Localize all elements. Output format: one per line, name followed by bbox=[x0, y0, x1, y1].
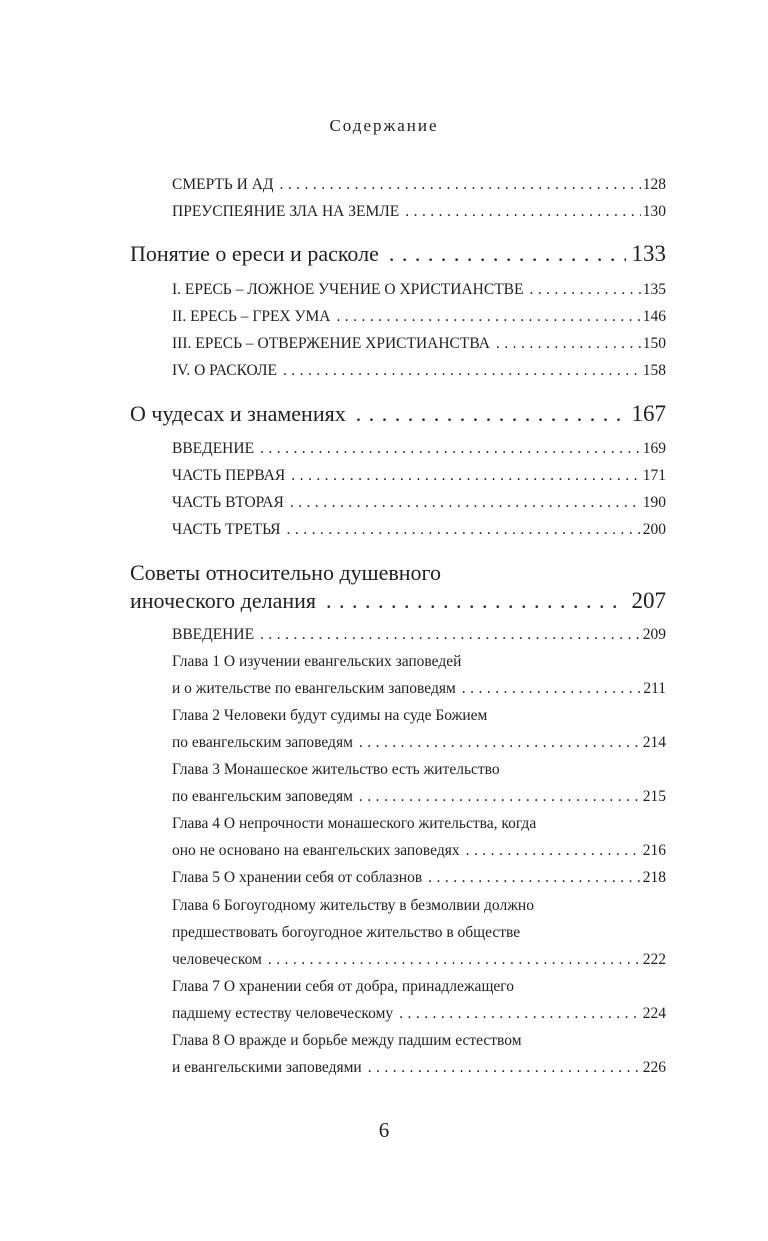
toc-entry-title: оно не основано на евангельских заповедях bbox=[172, 842, 460, 859]
toc-section-title: Понятие о ереси и расколе bbox=[130, 241, 379, 266]
toc-chapter-line: Глава 8 О вражде и борьбе между падшим естеством bbox=[172, 1032, 522, 1049]
leader-dots bbox=[268, 950, 641, 970]
leader-dots bbox=[283, 361, 641, 381]
toc-entry-page: 146 bbox=[642, 308, 666, 325]
page-number: 6 bbox=[378, 1118, 390, 1142]
leader-dots bbox=[359, 787, 641, 807]
toc-entry-page: 158 bbox=[642, 362, 666, 379]
leader-dots bbox=[368, 1058, 641, 1078]
leader-dots bbox=[466, 841, 641, 861]
toc-entry-page: 130 bbox=[642, 203, 666, 220]
toc-chapter-line: Глава 6 Богоугодному жительству в безмолвии должно bbox=[172, 897, 534, 914]
toc-entry-title: ЧАСТЬ ПЕРВАЯ bbox=[172, 467, 286, 484]
leader-dots bbox=[389, 240, 626, 268]
toc-entry-title: IV. О РАСКОЛЕ bbox=[172, 362, 277, 379]
leader-dots bbox=[428, 868, 641, 888]
toc-entry[interactable] bbox=[172, 202, 666, 222]
toc-chapter-line: предшествовать богоугодное жительство в обществе bbox=[172, 924, 521, 941]
toc-entry[interactable] bbox=[172, 625, 666, 645]
toc-entry-page: 135 bbox=[642, 281, 666, 298]
toc-entry-page: 211 bbox=[643, 680, 666, 697]
toc-entry-title: ЧАСТЬ ТРЕТЬЯ bbox=[172, 521, 281, 538]
toc-entry-title: II. ЕРЕСЬ – ГРЕХ УМА bbox=[172, 308, 331, 325]
leader-dots bbox=[496, 334, 641, 354]
leader-dots bbox=[356, 400, 626, 428]
toc-entry-page: 214 bbox=[642, 734, 666, 751]
toc-entry[interactable] bbox=[172, 1004, 666, 1024]
toc-section-page: 133 bbox=[631, 241, 666, 266]
leader-dots bbox=[529, 280, 640, 300]
toc-entry-page: 218 bbox=[642, 869, 666, 886]
toc-entry[interactable] bbox=[172, 175, 666, 195]
toc-entry-title: ВВЕДЕНИЕ bbox=[172, 440, 255, 457]
leader-dots bbox=[260, 625, 641, 645]
toc-section[interactable] bbox=[130, 400, 666, 428]
toc-entry[interactable] bbox=[172, 841, 666, 861]
toc-section-title: О чудесах и знамениях bbox=[130, 401, 346, 426]
toc-entry-page: 216 bbox=[642, 842, 666, 859]
leader-dots bbox=[336, 307, 640, 327]
toc-chapter-line: Глава 3 Монашеское жительство есть жительство bbox=[172, 761, 500, 778]
toc-entry-title: падшему естеству человеческому bbox=[172, 1005, 394, 1022]
toc-chapter-line: Глава 7 О хранении себя от добра, принадлежащего bbox=[172, 978, 514, 995]
toc-entry[interactable] bbox=[172, 493, 666, 513]
toc-entry-page: 226 bbox=[642, 1059, 666, 1076]
toc-entry-page: 215 bbox=[642, 788, 666, 805]
toc-entry-page: 224 bbox=[642, 1005, 666, 1022]
leader-dots bbox=[291, 466, 640, 486]
toc-entry-page: 128 bbox=[642, 176, 666, 193]
toc-entry-title: по евангельским заповедям bbox=[172, 788, 353, 805]
leader-dots bbox=[405, 202, 641, 222]
toc-entry[interactable] bbox=[172, 520, 666, 540]
leader-dots bbox=[399, 1004, 641, 1024]
toc-entry[interactable] bbox=[172, 1058, 666, 1078]
toc-entry-title: III. ЕРЕСЬ – ОТВЕРЖЕНИЕ ХРИСТИАНСТВА bbox=[172, 335, 490, 352]
toc-entry-page: 209 bbox=[642, 626, 666, 643]
toc-entry[interactable] bbox=[172, 868, 666, 888]
toc-entry[interactable] bbox=[172, 439, 666, 459]
toc-section-page: 207 bbox=[631, 588, 666, 613]
toc-entry[interactable] bbox=[172, 733, 666, 753]
toc-entry-page: 150 bbox=[642, 335, 666, 352]
toc-entry-page: 169 bbox=[642, 440, 666, 457]
toc-entry-title: по евангельским заповедям bbox=[172, 734, 353, 751]
toc-chapter-line: Глава 4 О непрочности монашеского жительства, когда bbox=[172, 815, 537, 832]
toc-entry-page: 171 bbox=[642, 467, 666, 484]
leader-dots bbox=[260, 439, 641, 459]
toc-chapter-line: Глава 1 О изучении евангельских заповедей bbox=[172, 653, 462, 670]
toc-section[interactable] bbox=[130, 587, 666, 615]
toc-entry[interactable] bbox=[172, 307, 666, 327]
toc-entry-title: Глава 5 О хранении себя от соблазнов bbox=[172, 869, 423, 886]
toc-entry[interactable] bbox=[172, 280, 666, 300]
toc-entry-page: 200 bbox=[642, 521, 666, 538]
toc-entry-title: СМЕРТЬ И АД bbox=[172, 176, 274, 193]
toc-section-title: иноческого делания bbox=[130, 588, 317, 613]
leader-dots bbox=[279, 175, 640, 195]
toc-section-page: 167 bbox=[631, 401, 666, 426]
toc-entry-title: ВВЕДЕНИЕ bbox=[172, 626, 255, 643]
toc-entry-page: 190 bbox=[642, 494, 666, 511]
toc-entry[interactable] bbox=[172, 787, 666, 807]
leader-dots bbox=[326, 587, 625, 615]
toc-entry-title: ЧАСТЬ ВТОРАЯ bbox=[172, 494, 284, 511]
toc-entry-title: ПРЕУСПЕЯНИЕ ЗЛА НА ЗЕМЛЕ bbox=[172, 203, 400, 220]
toc-entry-title: I. ЕРЕСЬ – ЛОЖНОЕ УЧЕНИЕ О ХРИСТИАНСТВЕ bbox=[172, 281, 524, 298]
toc-section[interactable] bbox=[130, 240, 666, 268]
leader-dots bbox=[287, 520, 641, 540]
toc-entry[interactable] bbox=[172, 950, 666, 970]
page-header: Содержание bbox=[329, 116, 439, 135]
toc-entry[interactable] bbox=[172, 679, 666, 699]
toc-entry-page: 222 bbox=[642, 951, 666, 968]
toc-entry-title: человеческом bbox=[172, 951, 262, 968]
toc-section-title-line: Советы относительно душевного bbox=[130, 560, 441, 585]
leader-dots bbox=[359, 733, 641, 753]
leader-dots bbox=[290, 493, 641, 513]
leader-dots bbox=[462, 679, 642, 699]
toc-chapter-line: Глава 2 Человеки будут судимы на суде Божием bbox=[172, 707, 488, 724]
toc-entry-title: и евангельскими заповедями bbox=[172, 1059, 362, 1076]
toc-entry[interactable] bbox=[172, 361, 666, 381]
toc-entry-title: и о жительстве по евангельским заповедям bbox=[172, 680, 456, 697]
toc-entry[interactable] bbox=[172, 334, 666, 354]
toc-entry[interactable] bbox=[172, 466, 666, 486]
